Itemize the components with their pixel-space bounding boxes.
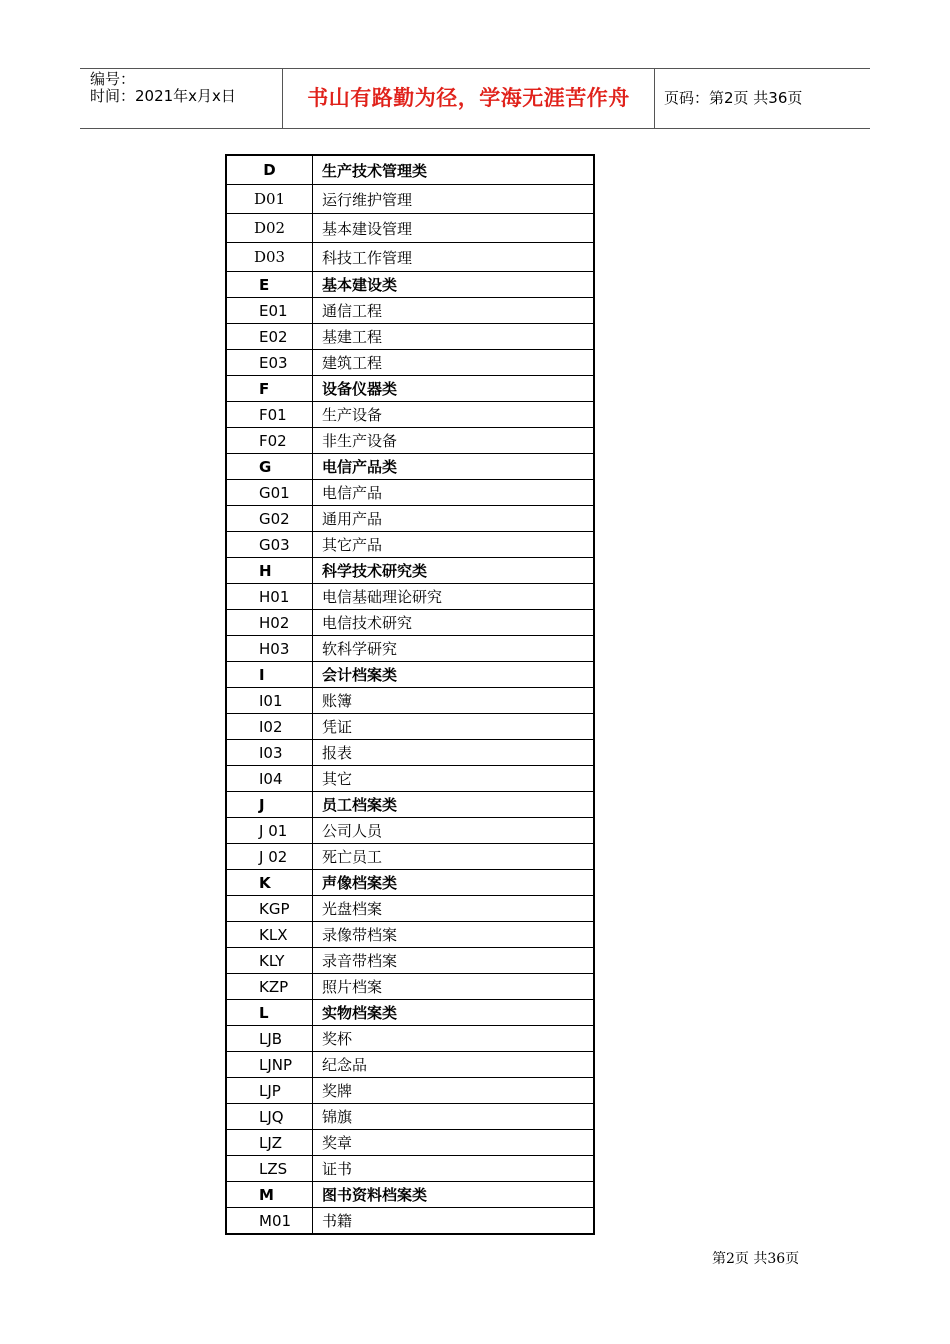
table-row	[226, 714, 594, 740]
category-name: 科学技术研究类	[313, 558, 595, 584]
item-name: 科技工作管理	[313, 243, 595, 272]
table-row	[226, 243, 594, 272]
item-name: 通信工程	[313, 298, 595, 324]
table-row	[226, 1052, 594, 1078]
table-row	[226, 1130, 594, 1156]
category-code: D	[226, 155, 313, 185]
item-name: 非生产设备	[313, 428, 595, 454]
table-row	[226, 818, 594, 844]
item-code: D03	[226, 243, 313, 272]
table-row	[226, 636, 594, 662]
item-code: D02	[226, 214, 313, 243]
table-row	[226, 948, 594, 974]
item-code: I04	[226, 766, 313, 792]
item-code: I02	[226, 714, 313, 740]
header-page-info: 页码：第2页 共36页	[664, 89, 803, 107]
category-row	[226, 558, 594, 584]
item-code: H01	[226, 584, 313, 610]
table-row	[226, 1078, 594, 1104]
table-row	[226, 532, 594, 558]
table-row	[226, 480, 594, 506]
table-row	[226, 896, 594, 922]
item-name: 基建工程	[313, 324, 595, 350]
item-name: 软科学研究	[313, 636, 595, 662]
item-code: J 02	[226, 844, 313, 870]
item-name: 奖章	[313, 1130, 595, 1156]
item-name: 电信基础理论研究	[313, 584, 595, 610]
table-row	[226, 688, 594, 714]
table-row	[226, 610, 594, 636]
document-number-label: 编号：	[90, 70, 136, 88]
item-name: 锦旗	[313, 1104, 595, 1130]
item-code: KZP	[226, 974, 313, 1000]
table-row	[226, 1104, 594, 1130]
category-code: M	[226, 1182, 313, 1208]
item-name: 录音带档案	[313, 948, 595, 974]
table-row	[226, 324, 594, 350]
category-row	[226, 792, 594, 818]
item-code: LJNP	[226, 1052, 313, 1078]
table-row	[226, 402, 594, 428]
category-name: 声像档案类	[313, 870, 595, 896]
category-code: F	[226, 376, 313, 402]
category-name: 会计档案类	[313, 662, 595, 688]
table-row	[226, 922, 594, 948]
table-row	[226, 974, 594, 1000]
table-row	[226, 214, 594, 243]
item-code: E03	[226, 350, 313, 376]
category-row	[226, 155, 594, 185]
category-name: 基本建设类	[313, 272, 595, 298]
item-code: G03	[226, 532, 313, 558]
item-name: 死亡员工	[313, 844, 595, 870]
item-code: I01	[226, 688, 313, 714]
category-name: 设备仪器类	[313, 376, 595, 402]
item-code: D01	[226, 185, 313, 214]
item-code: LJB	[226, 1026, 313, 1052]
item-name: 奖杯	[313, 1026, 595, 1052]
item-name: 光盘档案	[313, 896, 595, 922]
item-code: G01	[226, 480, 313, 506]
category-code: J	[226, 792, 313, 818]
table-row	[226, 428, 594, 454]
item-name: 账簿	[313, 688, 595, 714]
item-name: 电信技术研究	[313, 610, 595, 636]
item-name: 凭证	[313, 714, 595, 740]
header-meta	[80, 69, 282, 128]
item-code: I03	[226, 740, 313, 766]
item-name: 照片档案	[313, 974, 595, 1000]
header-motto: 书山有路勤为径，学海无涯苦作舟	[307, 86, 630, 110]
item-name: 录像带档案	[313, 922, 595, 948]
item-name: 公司人员	[313, 818, 595, 844]
item-code: E02	[226, 324, 313, 350]
item-name: 报表	[313, 740, 595, 766]
category-code: H	[226, 558, 313, 584]
item-name: 基本建设管理	[313, 214, 595, 243]
table-row	[226, 1026, 594, 1052]
table-row	[226, 740, 594, 766]
page-header	[80, 68, 870, 129]
category-code: G	[226, 454, 313, 480]
category-code: I	[226, 662, 313, 688]
item-code: F01	[226, 402, 313, 428]
item-name: 通用产品	[313, 506, 595, 532]
item-code: G02	[226, 506, 313, 532]
category-row	[226, 1182, 594, 1208]
category-code: L	[226, 1000, 313, 1026]
category-row	[226, 454, 594, 480]
category-row	[226, 272, 594, 298]
item-name: 电信产品	[313, 480, 595, 506]
item-name: 其它	[313, 766, 595, 792]
document-time-label: 时间：2021年x月x日	[90, 87, 236, 105]
category-row	[226, 662, 594, 688]
item-name: 证书	[313, 1156, 595, 1182]
category-row	[226, 376, 594, 402]
category-name: 员工档案类	[313, 792, 595, 818]
item-code: LJP	[226, 1078, 313, 1104]
table-row	[226, 584, 594, 610]
table-row	[226, 506, 594, 532]
header-divider	[654, 69, 655, 128]
category-row	[226, 870, 594, 896]
table-row	[226, 766, 594, 792]
item-code: J 01	[226, 818, 313, 844]
table-row	[226, 1208, 594, 1235]
page-footer: 第2页 共36页	[712, 1251, 800, 1267]
table-row	[226, 298, 594, 324]
category-row	[226, 1000, 594, 1026]
archive-classification-table	[225, 154, 595, 1235]
table-row	[226, 844, 594, 870]
category-name: 电信产品类	[313, 454, 595, 480]
category-name: 生产技术管理类	[313, 155, 595, 185]
item-name: 运行维护管理	[313, 185, 595, 214]
item-code: KLY	[226, 948, 313, 974]
table-body	[226, 155, 594, 1234]
item-code: H03	[226, 636, 313, 662]
item-code: F02	[226, 428, 313, 454]
item-code: LZS	[226, 1156, 313, 1182]
table-row	[226, 350, 594, 376]
item-code: E01	[226, 298, 313, 324]
item-name: 其它产品	[313, 532, 595, 558]
item-code: M01	[226, 1208, 313, 1235]
item-name: 奖牌	[313, 1078, 595, 1104]
item-name: 纪念品	[313, 1052, 595, 1078]
item-name: 生产设备	[313, 402, 595, 428]
table-row	[226, 185, 594, 214]
category-code: E	[226, 272, 313, 298]
item-name: 书籍	[313, 1208, 595, 1235]
category-name: 图书资料档案类	[313, 1182, 595, 1208]
table-row	[226, 1156, 594, 1182]
item-code: KLX	[226, 922, 313, 948]
item-code: LJQ	[226, 1104, 313, 1130]
item-code: LJZ	[226, 1130, 313, 1156]
category-name: 实物档案类	[313, 1000, 595, 1026]
item-code: H02	[226, 610, 313, 636]
item-code: KGP	[226, 896, 313, 922]
category-code: K	[226, 870, 313, 896]
item-name: 建筑工程	[313, 350, 595, 376]
